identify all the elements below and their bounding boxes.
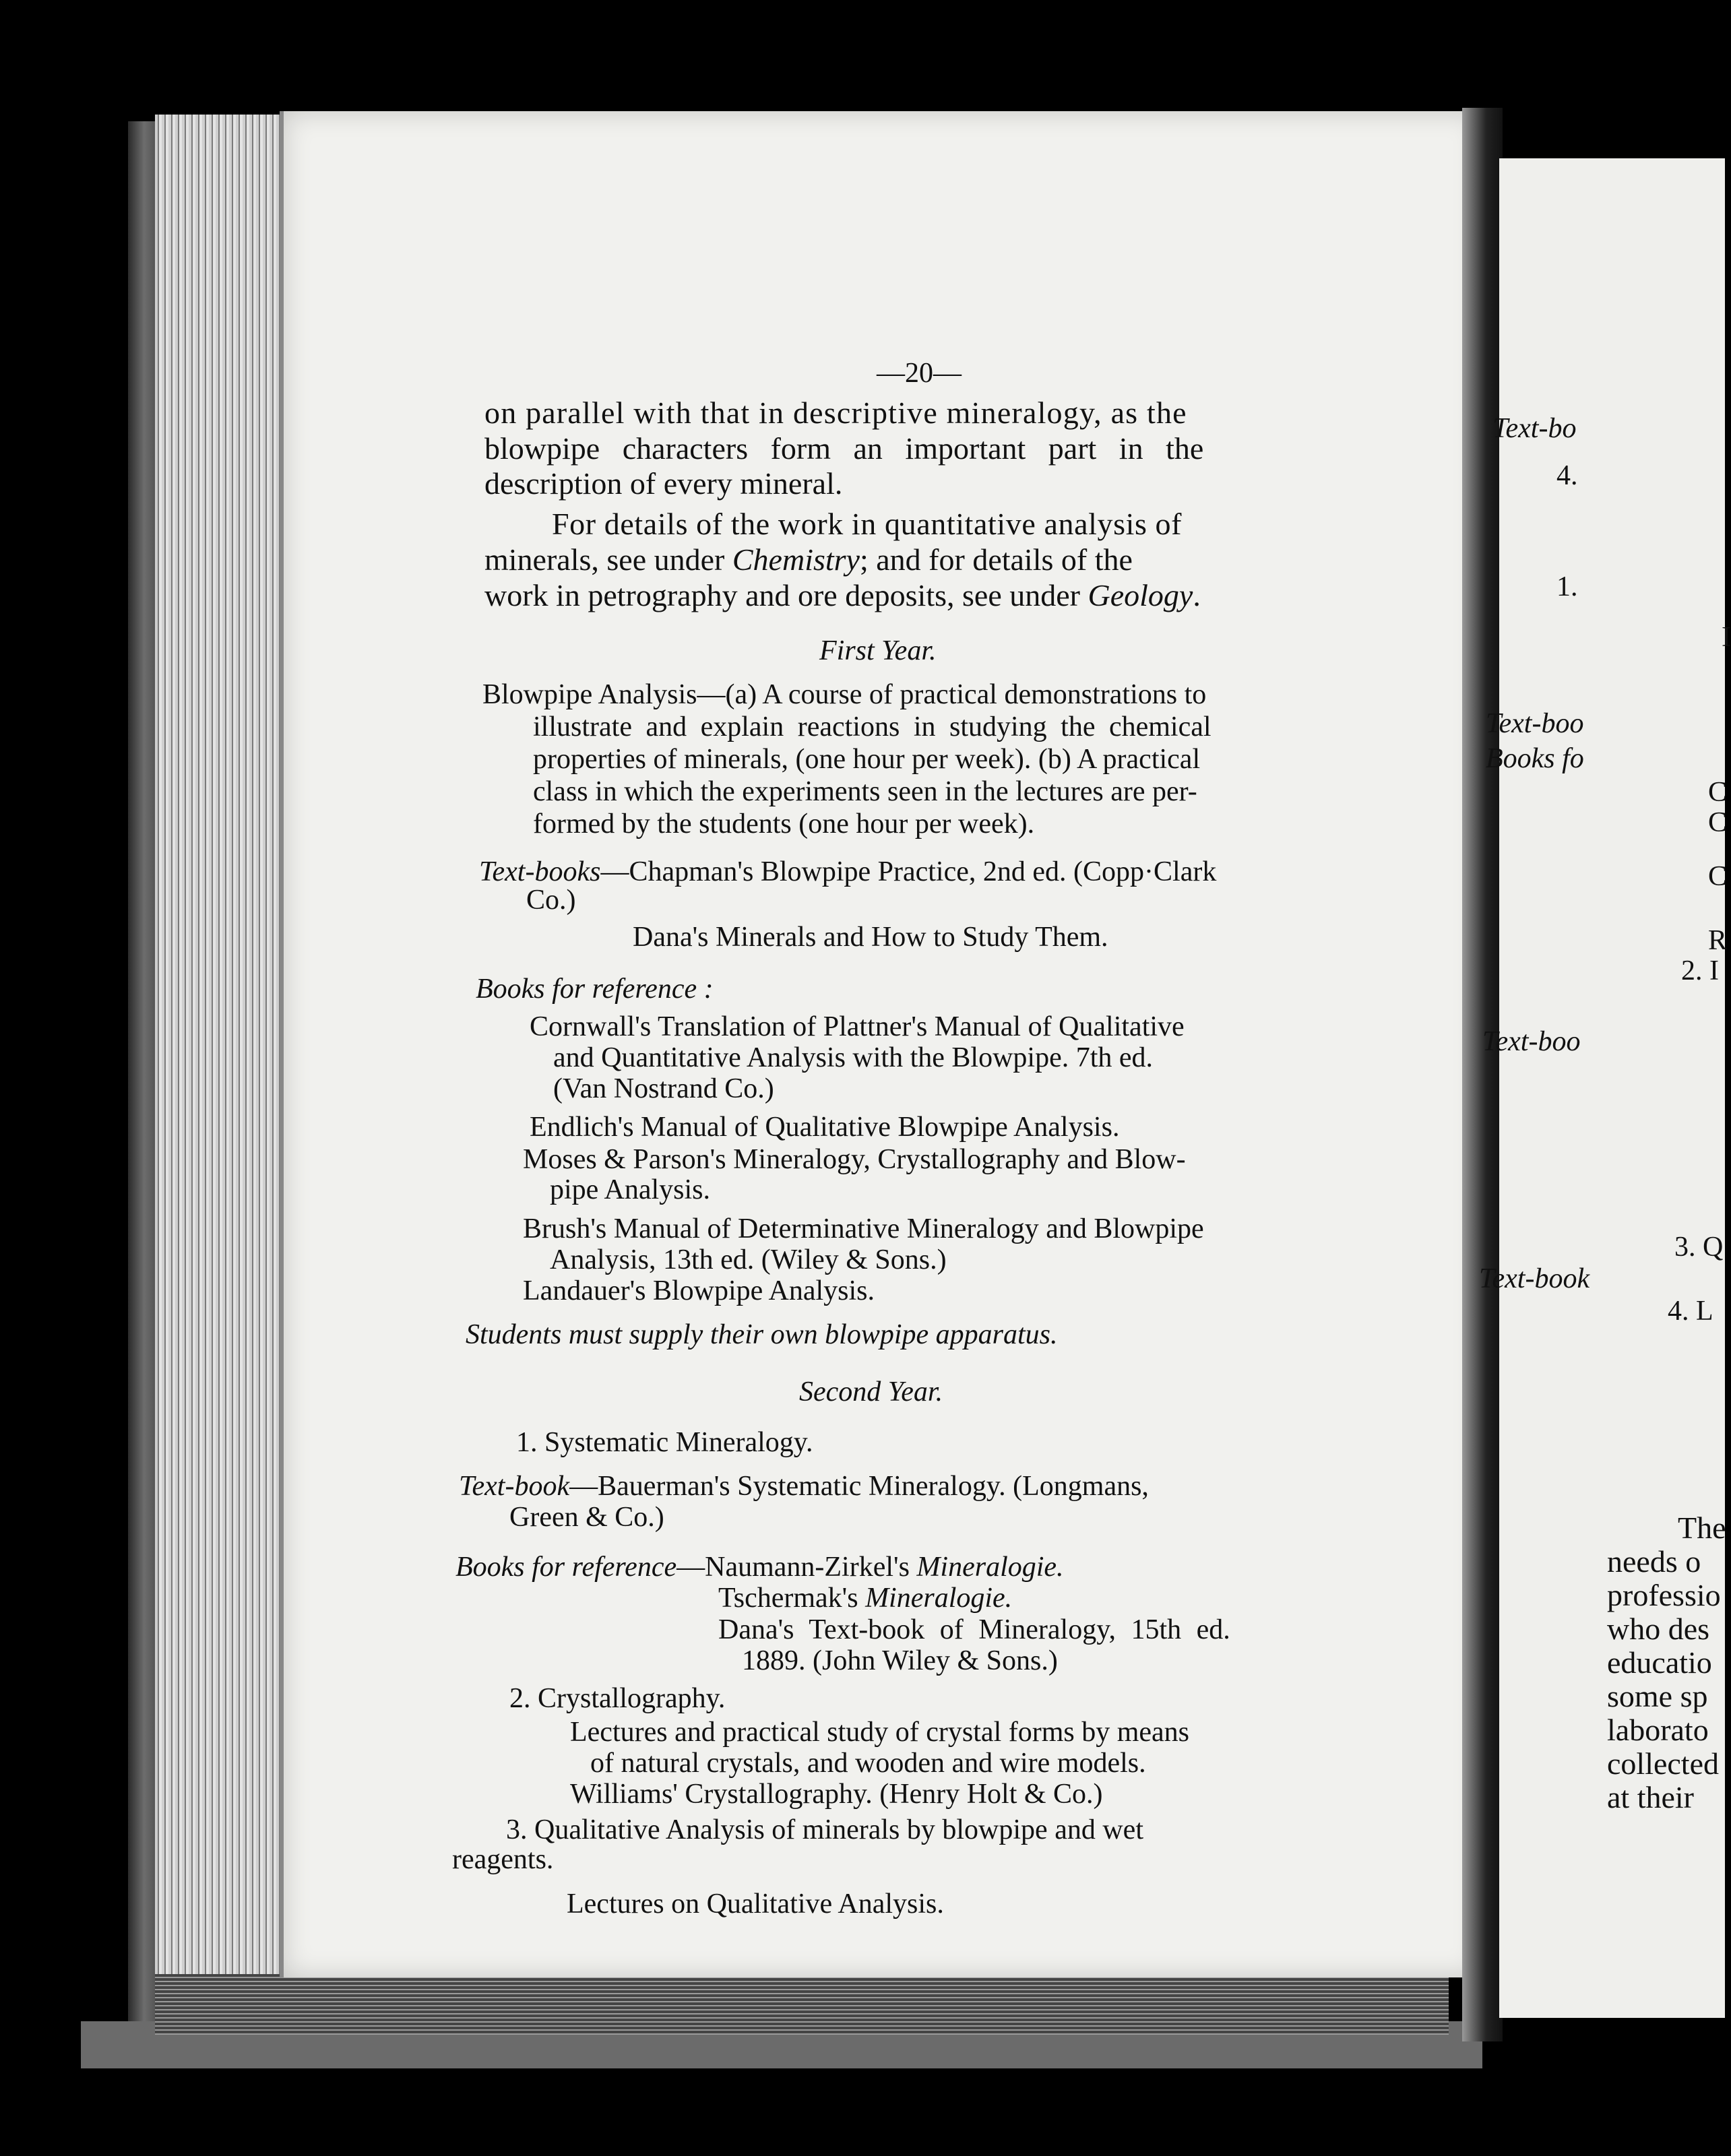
- reference-3: Moses & Parson's Mineralogy, Crystallography and Blow-: [523, 1144, 1186, 1175]
- rp-frag-4: I: [1722, 622, 1731, 653]
- rp-frag-2: 4.: [1556, 460, 1578, 491]
- blowpipe-line-4: class in which the experiments seen in the lectures are per-: [533, 776, 1197, 807]
- rp-frag-20: educatio: [1607, 1645, 1712, 1680]
- reference-1c: (Van Nostrand Co.): [553, 1073, 774, 1104]
- rp-frag-18: professio: [1607, 1578, 1721, 1612]
- page-stack-edges: [155, 115, 283, 2015]
- para2-line-2: minerals, see under Chemistry; and for details of the: [484, 542, 1133, 577]
- reference-4: Brush's Manual of Determinative Mineralogy and Blowpipe: [523, 1213, 1204, 1244]
- rp-frag-15: 4. L: [1668, 1296, 1713, 1327]
- second-textbook-line-2: Green & Co.): [509, 1502, 664, 1533]
- textbooks-line-3: Dana's Minerals and How to Study Them.: [633, 922, 1108, 953]
- item-3-sub: Lectures on Qualitative Analysis.: [567, 1889, 944, 1920]
- reference-1b: and Quantitative Analysis with the Blowpipe. 7th ed.: [553, 1042, 1154, 1073]
- rp-frag-9: C: [1708, 861, 1728, 892]
- item-1-systematic: 1. Systematic Mineralogy.: [516, 1427, 813, 1458]
- rp-frag-19: who des: [1607, 1612, 1710, 1646]
- item-3-line-1: 3. Qualitative Analysis of minerals by blowpipe and wet: [506, 1814, 1143, 1845]
- reference-2: Endlich's Manual of Qualitative Blowpipe Analysis.: [530, 1112, 1120, 1143]
- right-page-fragment: [1479, 158, 1731, 2018]
- rp-frag-8: C: [1708, 807, 1728, 838]
- intro-line-2: blowpipe characters form an important part in the: [484, 431, 1204, 466]
- apparatus-note: Students must supply their own blowpipe apparatus.: [466, 1319, 1058, 1350]
- para2-line-3: work in petrography and ore deposits, see under Geology.: [484, 578, 1201, 612]
- second-ref-line-4: 1889. (John Wiley & Sons.): [742, 1645, 1058, 1676]
- item-2-line-2: of natural crystals, and wooden and wire models.: [590, 1748, 1146, 1779]
- rp-frag-12: Text-boo: [1482, 1026, 1581, 1057]
- reference-5: Landauer's Blowpipe Analysis.: [523, 1275, 875, 1306]
- second-ref-line-3: Dana's Text-book of Mineralogy, 15th ed.: [718, 1614, 1230, 1645]
- rp-frag-3: 1.: [1556, 571, 1578, 602]
- intro-line-1: on parallel with that in descriptive mineralogy, as the: [484, 395, 1187, 430]
- rp-frag-22: laborato: [1607, 1713, 1709, 1747]
- rp-frag-16: The: [1678, 1511, 1726, 1545]
- rp-frag-21: some sp: [1607, 1679, 1708, 1713]
- rp-frag-23: collected: [1607, 1746, 1720, 1781]
- chemistry-ref: Chemistry: [732, 542, 860, 577]
- rp-frag-11: 2. I: [1681, 955, 1719, 986]
- blowpipe-line-1: Blowpipe Analysis—(a) A course of practical demonstrations to: [482, 679, 1207, 710]
- second-textbook-label: Text-book: [459, 1471, 570, 1502]
- item-2-line-3: Williams' Crystallography. (Henry Holt & Co.): [570, 1779, 1103, 1810]
- page-stack-bottom: [155, 1974, 1449, 2035]
- second-year-heading: Second Year.: [799, 1376, 943, 1407]
- second-textbook-line-1: Text-book—Bauerman's Systematic Mineralogy. (Longmans,: [459, 1471, 1149, 1502]
- geology-ref: Geology: [1088, 578, 1193, 612]
- second-ref-line-2: Tschermak's Mineralogie.: [718, 1583, 1013, 1614]
- blowpipe-line-5: formed by the students (one hour per week).: [533, 808, 1035, 839]
- first-year-heading: First Year.: [819, 635, 937, 666]
- textbooks-line-1: Text-books—Chapman's Blowpipe Practice, 2nd ed. (Copp·Clark: [479, 856, 1217, 887]
- rp-frag-5: Text-boo: [1486, 708, 1584, 739]
- book-gutter: [1462, 108, 1503, 2041]
- rp-frag-13: 3. Q: [1674, 1232, 1724, 1263]
- textbooks-line-2: Co.): [526, 885, 576, 916]
- reference-1: Cornwall's Translation of Plattner's Manual of Qualitative: [530, 1011, 1185, 1042]
- item-3-line-2: reagents.: [452, 1844, 554, 1875]
- second-reference-label: Books for reference: [455, 1552, 677, 1583]
- para2-line-1: For details of the work in quantitative analysis of: [552, 507, 1183, 541]
- item-2-crystallography: 2. Crystallography.: [509, 1683, 726, 1714]
- reference-3b: pipe Analysis.: [550, 1174, 710, 1205]
- rp-frag-7: C: [1708, 777, 1728, 808]
- rp-frag-10: R: [1708, 925, 1728, 956]
- textbooks-label: Text-books: [479, 856, 601, 887]
- first-year-reference-label: Books for reference :: [476, 974, 714, 1005]
- rp-frag-14: Text-book: [1479, 1263, 1590, 1294]
- second-ref-line-1: Books for reference—Naumann-Zirkel's Mineralogie.: [455, 1552, 1064, 1583]
- page-number: —20—: [877, 358, 962, 389]
- item-2-line-1: Lectures and practical study of crystal forms by means: [570, 1717, 1190, 1748]
- rp-frag-17: needs o: [1607, 1544, 1701, 1579]
- rp-frag-24: at their: [1607, 1780, 1694, 1814]
- blowpipe-line-3: properties of minerals, (one hour per week). (b) A practical: [533, 744, 1201, 775]
- rp-frag-6: Books fo: [1486, 743, 1584, 774]
- left-page: [280, 111, 1480, 1977]
- blowpipe-line-2: illustrate and explain reactions in studying the chemical: [533, 711, 1211, 742]
- reference-4b: Analysis, 13th ed. (Wiley & Sons.): [550, 1244, 947, 1275]
- intro-line-3: description of every mineral.: [484, 466, 843, 501]
- rp-frag-1: Text-bo: [1492, 413, 1577, 444]
